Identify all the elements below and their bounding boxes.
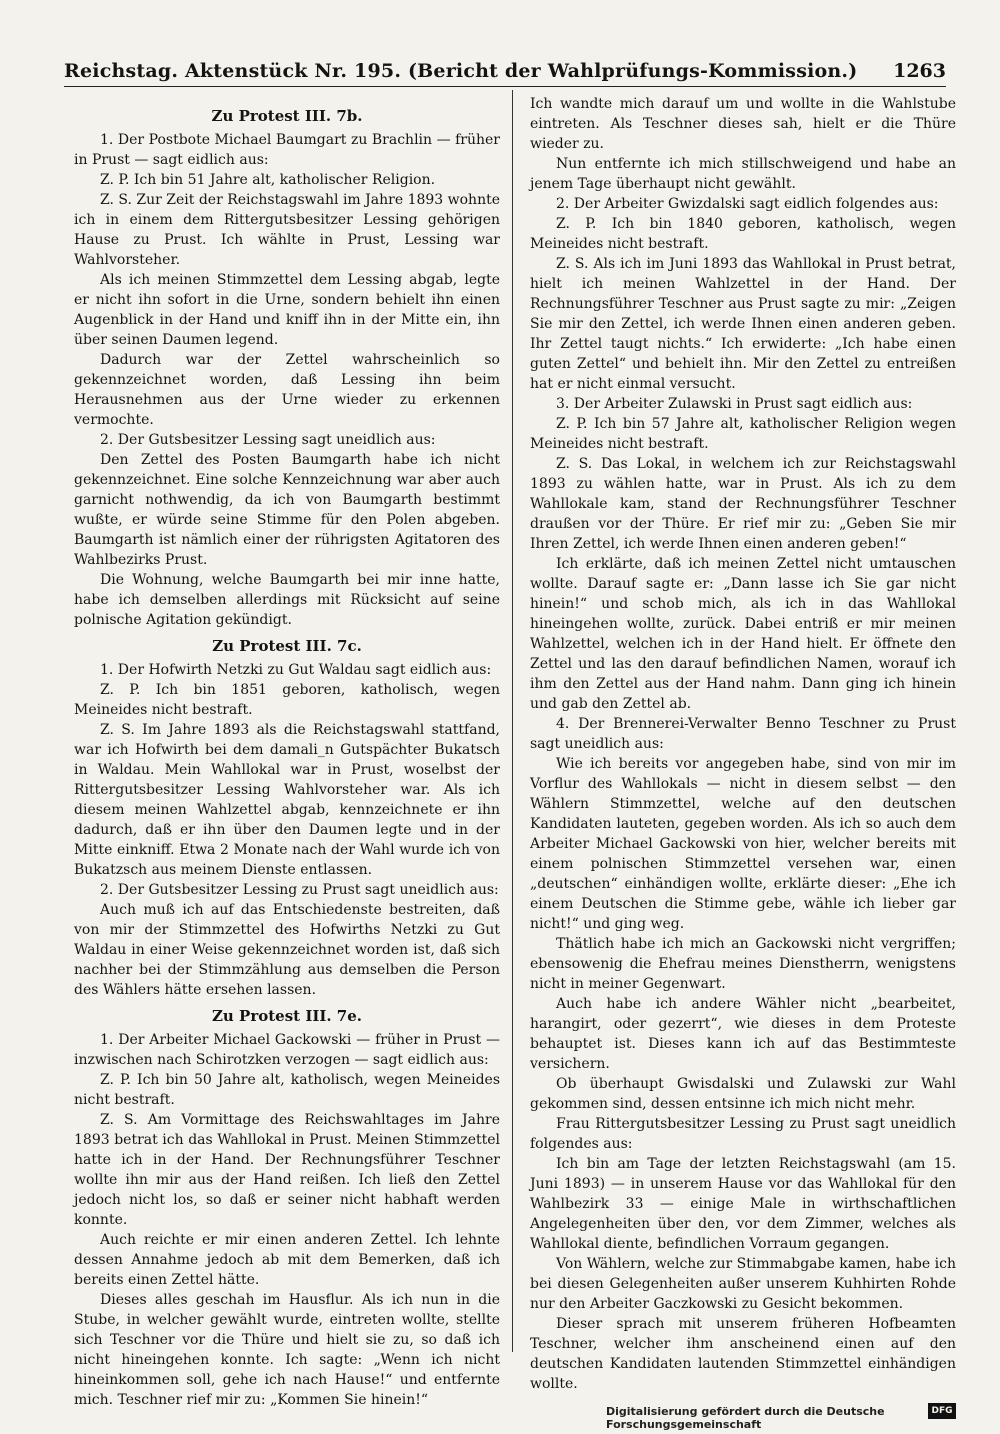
- section-title: Zu Protest III. 7c.: [212, 637, 362, 655]
- paragraph: Z. P. Ich bin 1840 geboren, katholisch, wegen Meineides nicht bestraft.: [530, 216, 956, 252]
- paragraph: Ich erklärte, daß ich meinen Zettel nicht umtauschen wollte. Darauf sagte er: „Dann lasse ich Sie gar nicht hinein!“ und schob mich, als ich in das Wahllokal hineingehen wollte, zurück. Dabei entriß er mir meinen Wahlzettel, welchen ich in der Hand hielt. Er öffnete den Zettel und las den darauf befindlichen Namen, worauf ich ihm den Zettel aus der Hand nahm. Dann ging ich hinein und gab den Zettel ab.: [530, 556, 956, 712]
- paragraph: Z. S. Am Vormittage des Reichswahltages im Jahre 1893 betrat ich das Wahllokal in Prust. Meinen Stimmzettel hatte ich in der Hand. Der Rechnungsführer Teschner wollte ihn mir aus der Hand reißen. Ich ließ den Zettel jedoch nicht los, so daß er seiner nicht habhaft werden konnte.: [74, 1112, 500, 1228]
- page-header: [64, 56, 946, 86]
- header-rule: [64, 86, 946, 87]
- paragraph: Z. S. Im Jahre 1893 als die Reichstagswahl stattfand, war ich Hofwirth bei dem damali_n Gutspächter Bukatsch in Waldau. Mein Wahllokal war in Prust, woselbst der Rittergutsbesitzer Lessing Wahlvorsteher war. Als ich diesem meinen Wahlzettel abgab, kennzeichnete er ihn dadurch, daß er ihn über den Daumen legte und in der Mitte einkniff. Etwa 2 Monate nach der Wahl wurde ich von Bukatzsch aus meinem Dienste entlassen.: [74, 722, 500, 878]
- paragraph: Ich wandte mich darauf um und wollte in die Wahlstube eintreten. Als Teschner dieses sah, hielt er die Thüre wieder zu.: [530, 96, 956, 152]
- paragraph: Z. S. Als ich im Juni 1893 das Wahllokal in Prust betrat, hielt ich meinen Wahlzettel in der Hand. Der Rechnungsführer Teschner aus Prust sagte zu mir: „Zeigen Sie mir den Zettel, ich werde Ihnen einen anderen geben. Ihr Zettel taugt nichts.“ Ich erwiderte: „Ich habe einen guten Zettel“ und behielt ihn. Mir den Zettel zu entreißen hat er nicht einmal versucht.: [530, 256, 956, 392]
- paragraph: 1. Der Arbeiter Michael Gackowski — früher in Prust — inzwischen nach Schirotzken verzogen — sagt eidlich aus:: [74, 1032, 500, 1068]
- column-divider: [512, 90, 513, 1352]
- paragraph: 1. Der Hofwirth Netzki zu Gut Waldau sagt eidlich aus:: [100, 662, 492, 678]
- paragraph: Auch habe ich andere Wähler nicht „bearbeitet, harangirt, oder gezerrt“, wie dieses in dem Proteste behauptet ist. Dieses kann ich auf das Bestimmteste versichern.: [530, 996, 956, 1072]
- paragraph: 1. Der Postbote Michael Baumgart zu Brachlin — früher in Prust — sagt eidlich aus:: [74, 132, 500, 168]
- right-column: [530, 94, 956, 1394]
- running-head: Reichstag. Aktenstück Nr. 195. (Bericht der Wahlprüfungs-Kommission.): [64, 60, 858, 82]
- paragraph: Den Zettel des Posten Baumgarth habe ich nicht gekennzeichnet. Eine solche Kennzeichnung war aber auch garnicht nothwendig, da ich von Baumgarth bestimmt wußte, er würde seine Stimme für den Polen abgeben. Baumgarth ist nämlich einer der rührigsten Agitatoren des Wahlbezirks Prust.: [74, 452, 500, 568]
- paragraph: Z. P. Ich bin 57 Jahre alt, katholischer Religion wegen Meineides nicht bestraft.: [530, 416, 956, 452]
- paragraph: Z. S. Zur Zeit der Reichstagswahl im Jahre 1893 wohnte ich in einem dem Rittergutsbesitzer Lessing gehörigen Hause zu Prust. Ich wählte in Prust, Lessing war Wahlvorsteher.: [74, 192, 500, 268]
- paragraph: Z. P. Ich bin 1851 geboren, katholisch, wegen Meineides nicht bestraft.: [74, 682, 500, 718]
- paragraph: Dieser sprach mit unserem früheren Hofbeamten Teschner, welcher ihm anscheinend einen auf den deutschen Kandidaten lautenden Stimmzettel einhändigen wollte.: [530, 1316, 956, 1392]
- dfg-logo: DFG: [928, 1403, 956, 1419]
- paragraph: 4. Der Brennerei-Verwalter Benno Teschner zu Prust sagt uneidlich aus:: [530, 716, 956, 752]
- credit-text: Digitalisierung gefördert durch die Deutsche Forschungsgemeinschaft: [606, 1405, 885, 1431]
- paragraph: Dadurch war der Zettel wahrscheinlich so gekennzeichnet worden, daß Lessing ihn beim Herausnehmen aus der Urne wieder zu erkennen vermochte.: [74, 352, 500, 428]
- paragraph: Nun entfernte ich mich stillschweigend und habe an jenem Tage überhaupt nicht gewählt.: [530, 156, 956, 192]
- paragraph: Wie ich bereits vor angegeben habe, sind von mir im Vorflur des Wahllokals — nicht in diesem selbst — den Wählern Stimmzettel, welche auf den deutschen Kandidaten lauteten, gegeben worden. Als ich so auch dem Arbeiter Michael Gackowski von hier, welcher bereits mit einem polnischen Stimmzettel versehen war, einen „deutschen“ einhändigen wollte, erklärte dieser: „Ehe ich einem Deutschen die Stimme gebe, wähle ich lieber gar nicht!“ und ging weg.: [530, 756, 956, 932]
- paragraph: Ob überhaupt Gwisdalski und Zulawski zur Wahl gekommen sind, dessen entsinne ich mich nicht mehr.: [530, 1076, 956, 1112]
- page-number: 1263: [893, 60, 946, 82]
- paragraph: 2. Der Gutsbesitzer Lessing zu Prust sagt uneidlich aus:: [100, 882, 499, 898]
- paragraph: Die Wohnung, welche Baumgarth bei mir inne hatte, habe ich demselben allerdings mit Rücksicht auf seine polnische Agitation gekündigt.: [74, 572, 500, 628]
- paragraph: Auch reichte er mir einen anderen Zettel. Ich lehnte dessen Annahme jedoch ab mit dem Bemerken, daß ich bereits einen Zettel hätte.: [74, 1232, 500, 1288]
- paragraph: Als ich meinen Stimmzettel dem Lessing abgab, legte er nicht ihn sofort in die Urne, sondern behielt ihn einen Augenblick in der Hand und kniff ihn in der Mitte ein, ihn über seinen Daumen legend.: [74, 272, 500, 348]
- paragraph: 3. Der Arbeiter Zulawski in Prust sagt eidlich aus:: [556, 396, 913, 412]
- paragraph: Von Wählern, welche zur Stimmabgabe kamen, habe ich bei diesen Gelegenheiten außer unserem Kuhhirten Rohde nur den Arbeiter Gaczkowski zu Gesicht bekommen.: [530, 1256, 956, 1312]
- section-title: Zu Protest III. 7b.: [211, 107, 363, 125]
- paragraph: Dieses alles geschah im Hausflur. Als ich nun in die Stube, in welcher gewählt wurde, eintreten wollte, stellte sich Teschner vor die Thüre und hielt sie zu, so daß ich nicht hineingehen konnte. Ich sagte: „Wenn ich nicht hineinkommen soll, gehe ich nach Hause!“ und entfernte mich. Teschner rief mir zu: „Kommen Sie hinein!“: [74, 1292, 500, 1408]
- paragraph: Ich bin am Tage der letzten Reichstagswahl (am 15. Juni 1893) — in unserem Hause vor das Wahllokal für den Wahlbezirk 33 — einige Male in wirthschaftlichen Angelegenheiten über den, vor dem Zimmer, welches als Wahllokal diente, befindlichen Vorraum gegangen.: [530, 1156, 956, 1252]
- paragraph: Auch muß ich auf das Entschiedenste bestreiten, daß von mir der Stimmzettel des Hofwirths Netzki zu Gut Waldau in einer Weise gekennzeichnet worden ist, daß sich nachher bei der Stimmzählung aus demselben die Person des Wählers hätte ersehen lassen.: [74, 902, 500, 998]
- digitization-credit: [606, 1403, 956, 1431]
- paragraph: Z. P. Ich bin 50 Jahre alt, katholisch, wegen Meineides nicht bestraft.: [74, 1072, 500, 1108]
- section-title: Zu Protest III. 7e.: [211, 1007, 363, 1025]
- paragraph: Frau Rittergutsbesitzer Lessing zu Prust sagt uneidlich folgendes aus:: [530, 1116, 956, 1152]
- paragraph: 2. Der Arbeiter Gwizdalski sagt eidlich folgendes aus:: [556, 196, 939, 212]
- left-column: [74, 100, 500, 1410]
- paragraph: Z. P. Ich bin 51 Jahre alt, katholischer Religion.: [100, 172, 436, 188]
- paragraph: Z. S. Das Lokal, in welchem ich zur Reichstagswahl 1893 zu wählen hatte, war in Prust. Als ich zu dem Wahllokale kam, stand der Rechnungsführer Teschner draußen vor der Thüre. Er rief mir zu: „Geben Sie mir Ihren Zettel, ich werde Ihnen einen anderen geben!“: [530, 456, 956, 552]
- paragraph: 2. Der Gutsbesitzer Lessing sagt uneidlich aus:: [100, 432, 436, 448]
- paragraph: Thätlich habe ich mich an Gackowski nicht vergriffen; ebensowenig die Ehefrau meines Dienstherrn, wenigstens nicht in meiner Gegenwart.: [530, 936, 956, 992]
